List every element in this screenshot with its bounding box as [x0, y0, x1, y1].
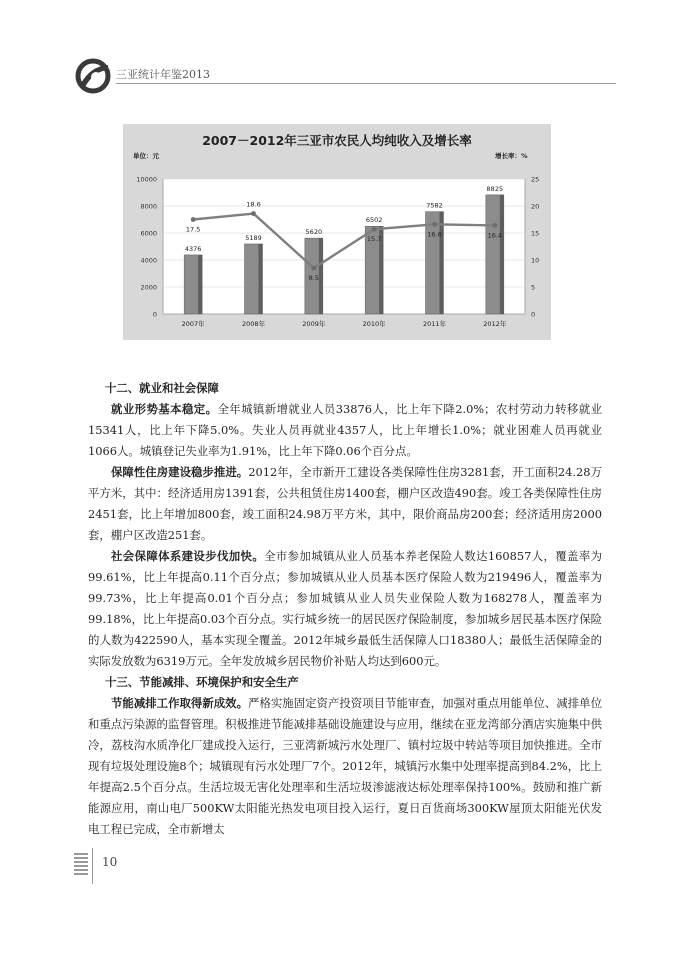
income-bar-label: 8825 — [486, 184, 504, 193]
y-left-tick-label: 4000 — [140, 256, 157, 265]
y-right-tick-label: 25 — [531, 175, 540, 184]
growth-rate-point — [251, 211, 256, 216]
y-right-tick-label: 10 — [531, 256, 540, 265]
chart-left-unit: 单位：元 — [133, 152, 159, 160]
social-security-text: 全市参加城镇从业人员基本养老保险人数达160857人，覆盖率为99.61%，比上年提高0.11个百分点；参加城镇从业人员基本医疗保险人数为219496人，覆盖率为99.73%，比上年提高0.01个百分点；参加城镇从业人员失业保险人数为168278人，覆盖率为99.18%，比上年提高0.03个百分点。实行城乡统一的居民医疗保险制度，参加城乡居民基本医疗保险的人数为422590人，基本实现全覆盖。2012年城乡最低生活保障人口18380人；最低生活保障金的实际发放数为6319万元。全年发放城乡居民物价补贴人均达到600元。 — [88, 549, 602, 668]
section-13-heading: 十三、节能减排、环境保护和安全生产 — [105, 675, 299, 689]
growth-rate-point — [311, 266, 316, 271]
social-security-lead: 社会保障体系建设步伐加快。 — [111, 549, 265, 563]
x-tick-label: 2011年 — [422, 320, 447, 328]
chart-right-unit: 增长率：% — [495, 152, 528, 160]
housing-paragraph — [88, 462, 602, 546]
energy-saving-paragraph — [88, 693, 602, 840]
growth-rate-label: 15.7 — [366, 235, 382, 244]
growth-rate-label: 18.6 — [246, 200, 261, 209]
y-right-tick-label: 20 — [531, 202, 540, 211]
income-bar-shade — [198, 255, 202, 314]
energy-saving-text: 严格实施固定资产投资项目节能审查，加强对重点用能单位、减排单位和重点污染源的监督管理。积极推进节能减排基础设施建设与应用，继续在亚龙湾部分酒店实施集中供冷，荔枝沟水质净化厂建成投入运行，三亚湾新城污水处理厂、镇村垃圾中转站等项目加快推进。全市现有垃圾处理设施8个；城镇现有污水处理厂7个。2012年，城镇污水集中处理率提高到84.2%，比上年提高2.5个百分点。生活垃圾无害化处理率和生活垃圾渗滤液达标处理率保持100%。鼓励和推广新能源应用，南山电厂500KW太阳能光热发电项目投入运行，夏日百货商场300KW屋顶太阳能光伏发电工程已完成，全市新增太 — [88, 696, 602, 836]
growth-rate-point — [191, 217, 196, 222]
growth-rate-label: 17.5 — [185, 225, 201, 234]
income-bar-shade — [500, 195, 504, 314]
document-body — [88, 378, 602, 840]
x-tick-label: 2012年 — [483, 320, 507, 328]
footer-stripe-mark — [74, 853, 88, 875]
growth-rate-point — [432, 222, 437, 227]
income-chart — [123, 124, 551, 340]
y-right-tick-label: 0 — [531, 310, 536, 319]
housing-text: 2012年，全市新开工建设各类保障性住房3281套，开工面积24.28万平方米，其中：经济适用房1391套，公共租赁住房1400套，棚户区改造490套。竣工各类保障性住房2451套，比上年增加800套，竣工面积24.98万平方米，其中，限价商品房200套；经济适用房2000套，棚户区改造251套。 — [88, 465, 602, 542]
growth-rate-point — [372, 227, 377, 232]
employment-lead: 就业形势基本稳定。 — [111, 402, 218, 416]
y-left-tick-label: 8000 — [140, 202, 157, 211]
y-left-tick-label: 0 — [152, 310, 157, 319]
x-tick-label: 2008年 — [241, 320, 266, 328]
section-12-heading: 十二、就业和社会保障 — [105, 381, 219, 395]
y-left-tick-label: 10000 — [136, 175, 157, 184]
income-bar-shade — [319, 238, 323, 314]
energy-saving-lead: 节能减排工作取得新成效。 — [111, 696, 249, 710]
growth-rate-label: 16.6 — [427, 230, 442, 239]
social-security-paragraph — [88, 546, 602, 672]
header-divider — [116, 83, 616, 84]
income-bar-label: 6502 — [365, 216, 383, 225]
x-tick-label: 2009年 — [302, 320, 326, 328]
income-bar-label: 4376 — [184, 244, 202, 253]
housing-lead: 保障性住房建设稳步推进。 — [111, 465, 249, 479]
employment-text: 全年城镇新增就业人员33876人，比上年下降2.0%；农村劳动力转移就业15341人，比上年下降5.0%。失业人员再就业4357人，比上年增长1.0%；就业困难人员再就业1066人。城镇登记失业率为1.91%，比上年下降0.06个百分点。 — [88, 402, 602, 458]
yearbook-logo-icon — [74, 56, 114, 96]
page-number: 10 — [102, 855, 118, 869]
x-tick-label: 2010年 — [362, 320, 386, 328]
growth-rate-label: 8.5 — [308, 274, 320, 283]
employment-paragraph — [88, 399, 602, 462]
income-bar-label: 5189 — [245, 233, 262, 242]
income-bar-shade — [440, 212, 444, 314]
page-footer — [74, 848, 134, 888]
growth-rate-point — [492, 223, 497, 228]
y-left-tick-label: 2000 — [140, 283, 157, 292]
plot-area — [163, 179, 525, 314]
y-right-tick-label: 15 — [531, 229, 540, 238]
income-bar-label: 7582 — [426, 201, 443, 210]
footer-divider — [92, 848, 93, 884]
income-bar-label: 5620 — [305, 228, 323, 237]
y-left-tick-label: 6000 — [140, 229, 157, 238]
growth-rate-label: 16.4 — [487, 231, 503, 240]
y-right-tick-label: 5 — [531, 283, 536, 292]
income-chart-svg — [123, 124, 551, 340]
chart-title: 2007－2012年三亚市农民人均纯收入及增长率 — [202, 133, 472, 148]
header-title: 三亚统计年鉴2013 — [116, 68, 210, 81]
x-tick-label: 2007年 — [181, 320, 205, 328]
income-bar-shade — [259, 244, 263, 314]
page-header — [74, 56, 614, 96]
